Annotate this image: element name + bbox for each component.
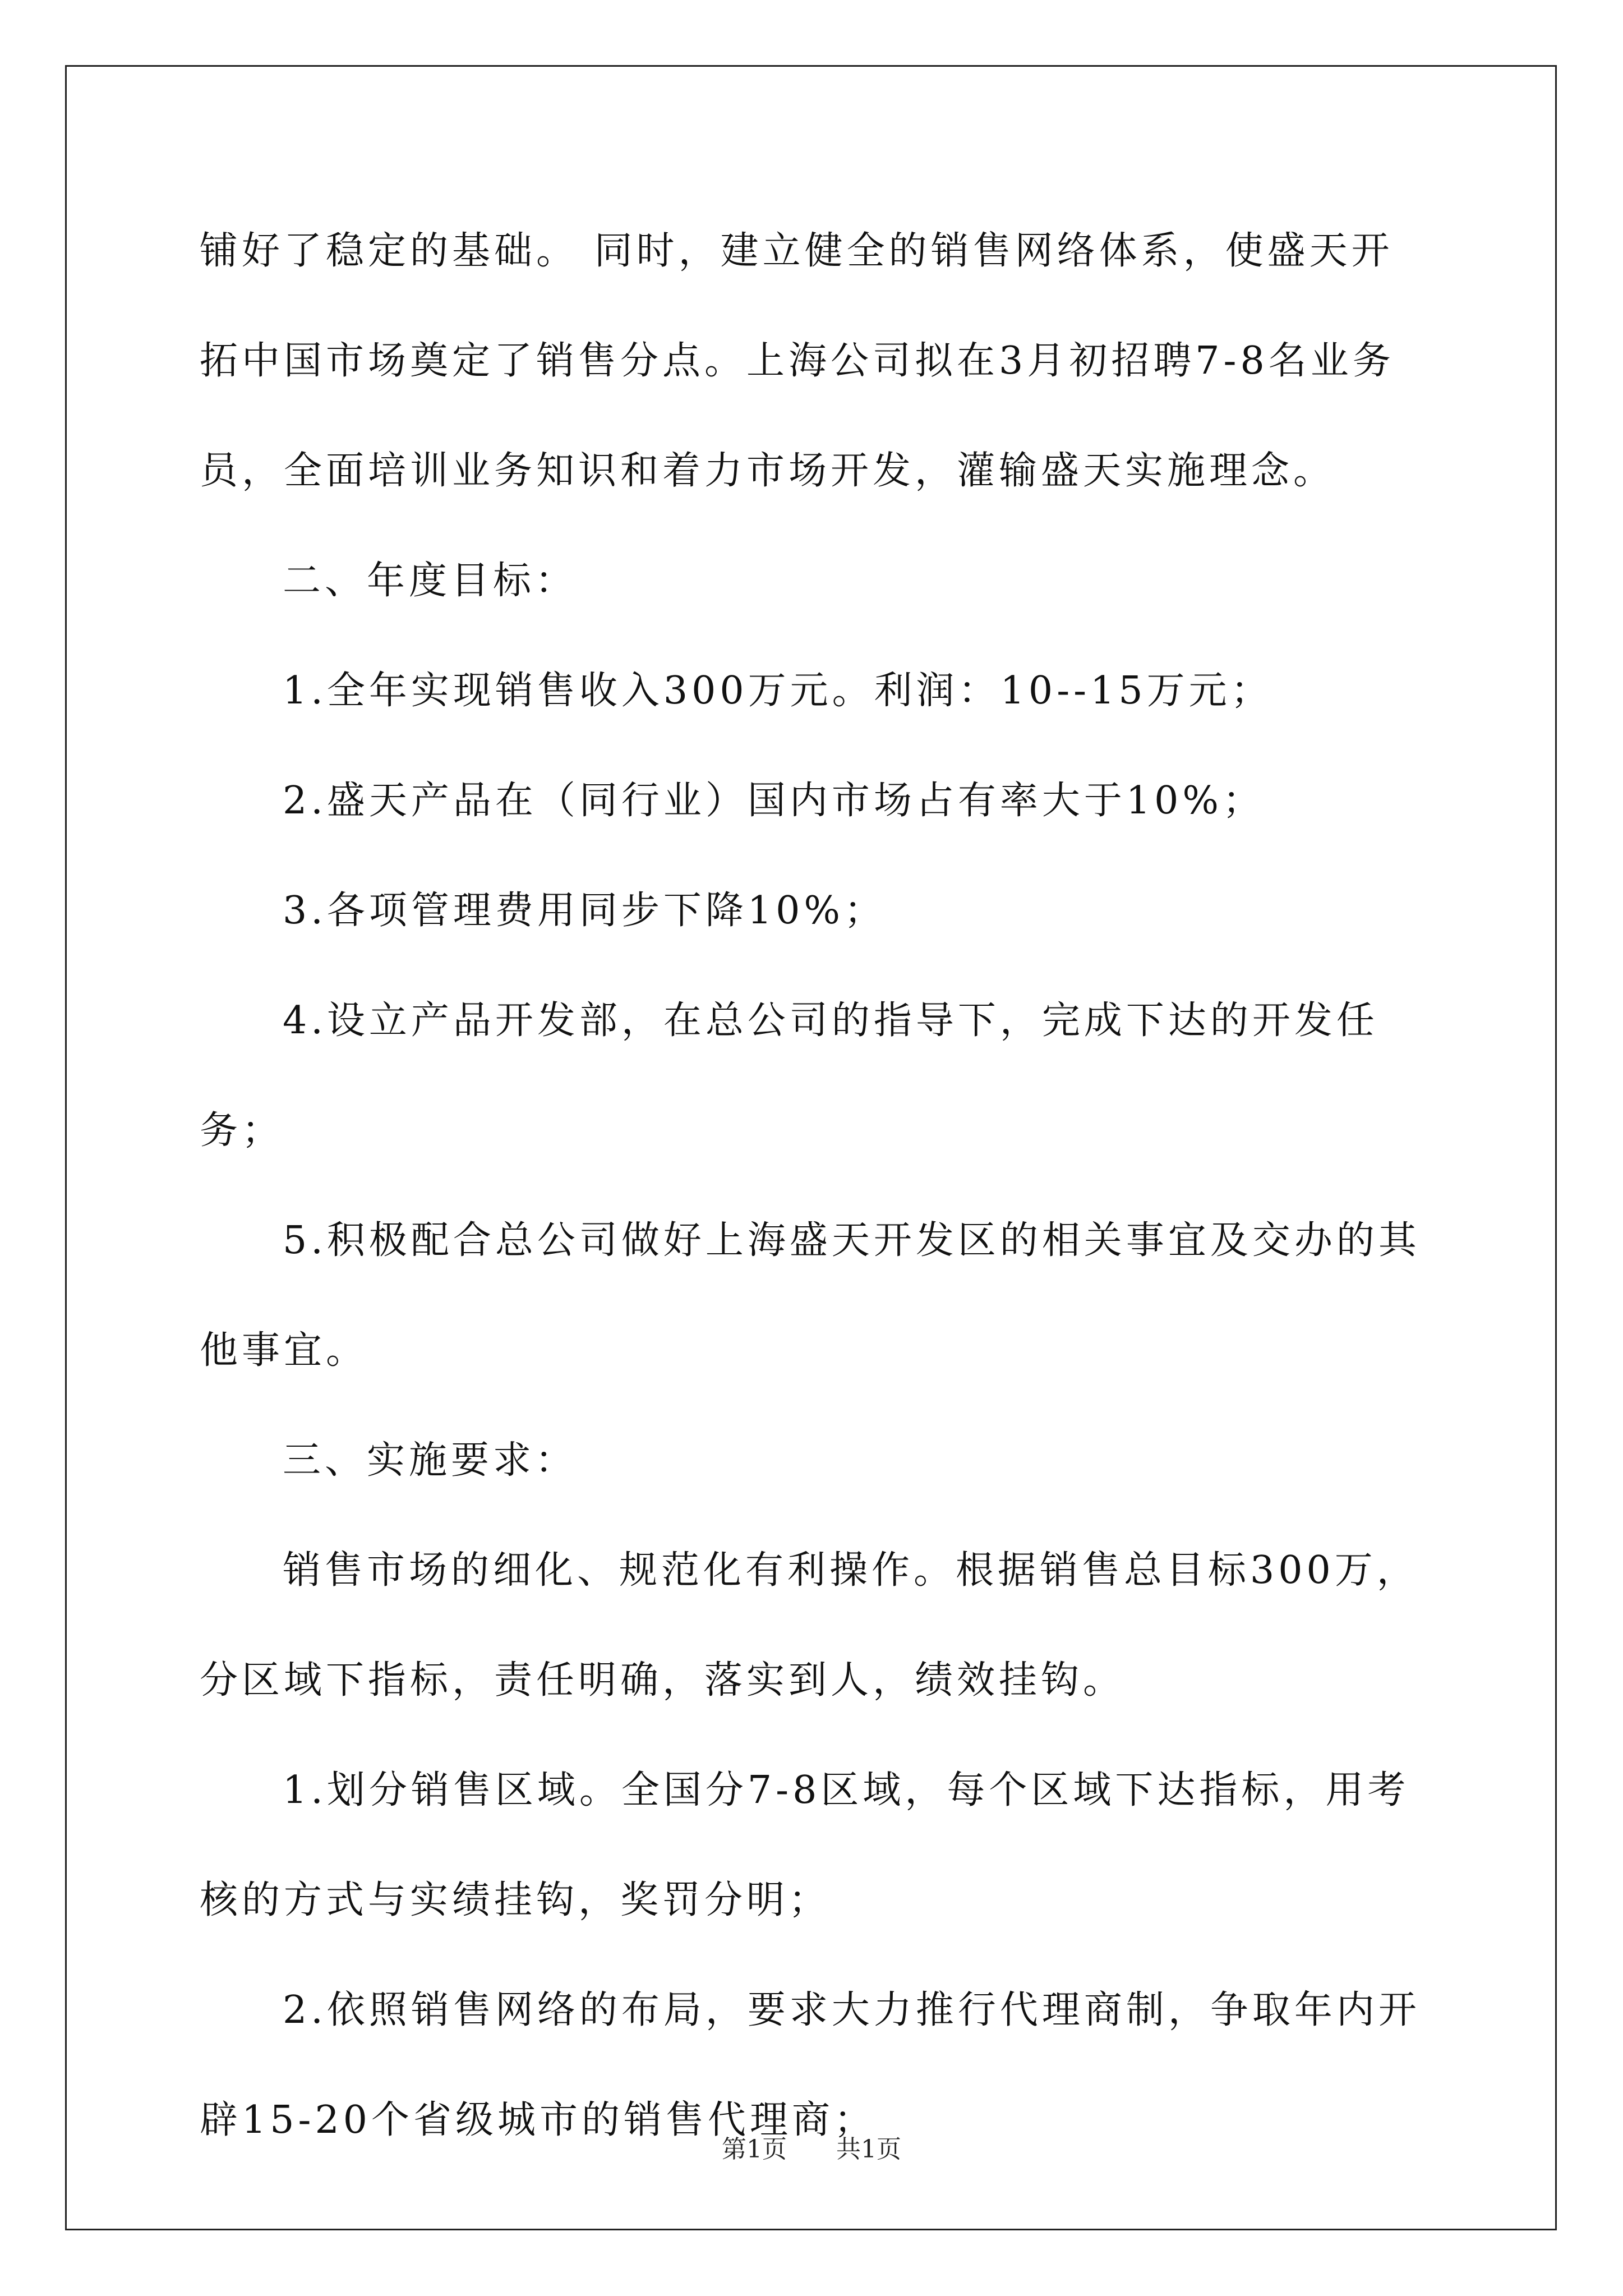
list-item-goal-5: 5.积极配合总公司做好上海盛天开发区的相关事宜及交办的其他事宜。 (200, 1218, 1421, 1373)
paragraph-intro: 铺好了稳定的基础。 同时，建立健全的销售网络体系，使盛天开拓中国市场奠定了销售分点。上海公司拟在3月初招聘7-8名业务员，全面培训业务知识和着力市场开发，灌输盛天实施理念。 (200, 229, 1395, 493)
heading-implementation-requirements: 三、实施要求： (283, 1438, 578, 1483)
list-item-goal-1: 1.全年实现销售收入300万元。利润：10--15万元； (283, 669, 1273, 713)
list-item-requirement-2: 2.依照销售网络的布局，要求大力推行代理商制，争取年内开辟15-20个省级城市的销售代理商； (200, 1988, 1421, 2142)
list-item-requirement-1: 1.划分销售区域。全国分7-8区域，每个区域下达指标，用考核的方式与实绩挂钩，奖罚分明； (200, 1768, 1410, 1922)
list-item-goal-3: 3.各项管理费用同步下降10%； (283, 889, 887, 933)
page-footer (0, 2129, 1623, 2165)
paragraph-requirements-intro: 销售市场的细化、规范化有利操作。根据销售总目标300万，分区域下指标，责任明确，落实到人，绩效挂钩。 (200, 1548, 1419, 1703)
page-number-total: 共1页 (836, 2135, 901, 2164)
list-item-goal-2: 2.盛天产品在（同行业）国内市场占有率大于10%； (283, 779, 1265, 823)
page-number-current: 第1页 (722, 2135, 787, 2164)
heading-annual-goals: 二、年度目标： (283, 559, 578, 603)
list-item-goal-4: 4.设立产品开发部，在总公司的指导下，完成下达的开发任务； (200, 999, 1378, 1153)
document-body (200, 196, 1428, 2175)
